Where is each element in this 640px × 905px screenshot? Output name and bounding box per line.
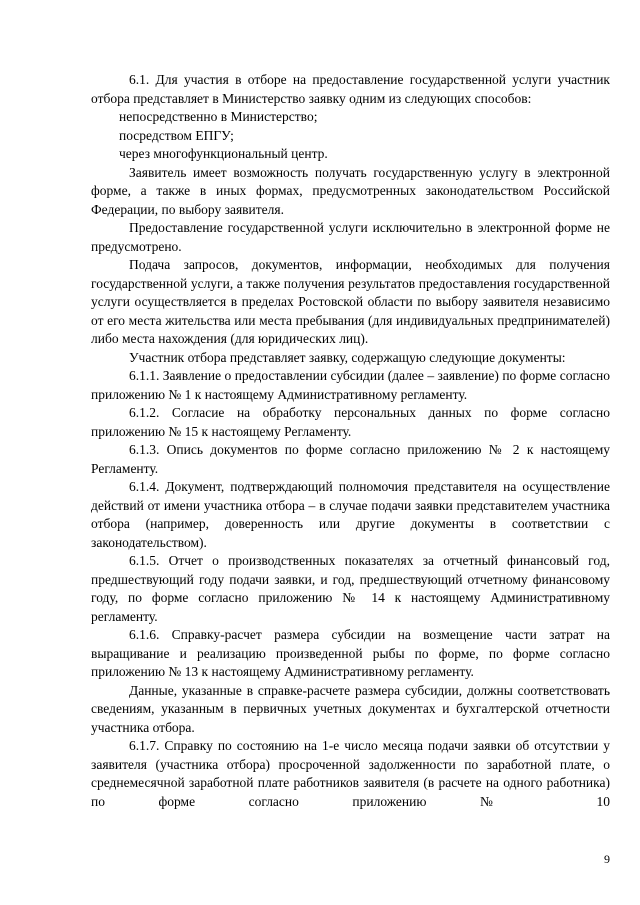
document-body	[91, 71, 610, 811]
paragraph: Заявитель имеет возможность получать государственную услугу в электронной форме, а также в иных формах, предусмотренных законодательством Российской Федерации, по выбору заявителя.	[91, 164, 610, 217]
paragraph: 6.1.2. Согласие на обработку персональных данных по форме согласно приложению № 15 к настоящему Регламенту.	[91, 405, 610, 439]
paragraph: 6.1.6. Справку-расчет размера субсидии на возмещение части затрат на выращивание и реализацию произведенной рыбы по форме, по форме согласно приложению № 13 к настоящему Административному регламенту.	[91, 627, 610, 679]
list-item: непосредственно в Министерство;	[119, 109, 318, 124]
list-item: через многофункциональный центр.	[119, 146, 328, 161]
paragraph: Данные, указанные в справке-расчете размера субсидии, должны соответствовать сведениям, указанным в первичных учетных документах и бухгалтерской отчетности участника отбора.	[91, 682, 610, 735]
paragraph: 6.1.7. Справку по состоянию на 1-е число месяца подачи заявки об отсутствии у заявителя (участника отбора) просроченной задолженности по заработной плате, о среднемесячной заработной плате работников заявителя (в расчете на одного работника) по форме согласно приложению № 10	[91, 738, 610, 809]
paragraph: Участник отбора представляет заявку, содержащую следующие документы:	[129, 349, 566, 365]
paragraph: 6.1.1. Заявление о предоставлении субсидии (далее – заявление) по форме согласно приложению № 1 к настоящему Административному регламенту.	[91, 368, 610, 402]
list-item: посредством ЕПГУ;	[119, 127, 234, 143]
paragraph: 6.1.3. Опись документов по форме согласно приложению № 2 к настоящему Регламенту.	[91, 442, 610, 476]
paragraph: 6.1.5. Отчет о производственных показателях за отчетный финансовый год, предшествующий году подачи заявки, и год, предшествующий отчетному финансовому году, по форме согласно приложению № 14 к настоящему Административному регламенту.	[91, 553, 610, 624]
paragraph: 6.1. Для участия в отборе на предоставление государственной услуги участник отбора представляет в Министерство заявку одним из следующих способов:	[91, 72, 610, 106]
paragraph: Подача запросов, документов, информации, необходимых для получения государственной услуги, а также получения результатов предоставления государственной услуги осуществляется в пределах Ростовской области по выбору заявителя независимо от его места жительства или места пребывания (для индивидуальных предпринимателей) либо места нахождения (для юридических лиц).	[91, 257, 610, 346]
paragraph: Предоставление государственной услуги исключительно в электронной форме не предусмотрено.	[91, 220, 610, 254]
paragraph: 6.1.4. Документ, подтверждающий полномочия представителя на осуществление действий от имени участника отбора – в случае подачи заявки представителем участника отбора (например, доверенность или другие документы в соответствии с законодательством).	[91, 479, 610, 550]
page-number: 9	[604, 852, 610, 866]
